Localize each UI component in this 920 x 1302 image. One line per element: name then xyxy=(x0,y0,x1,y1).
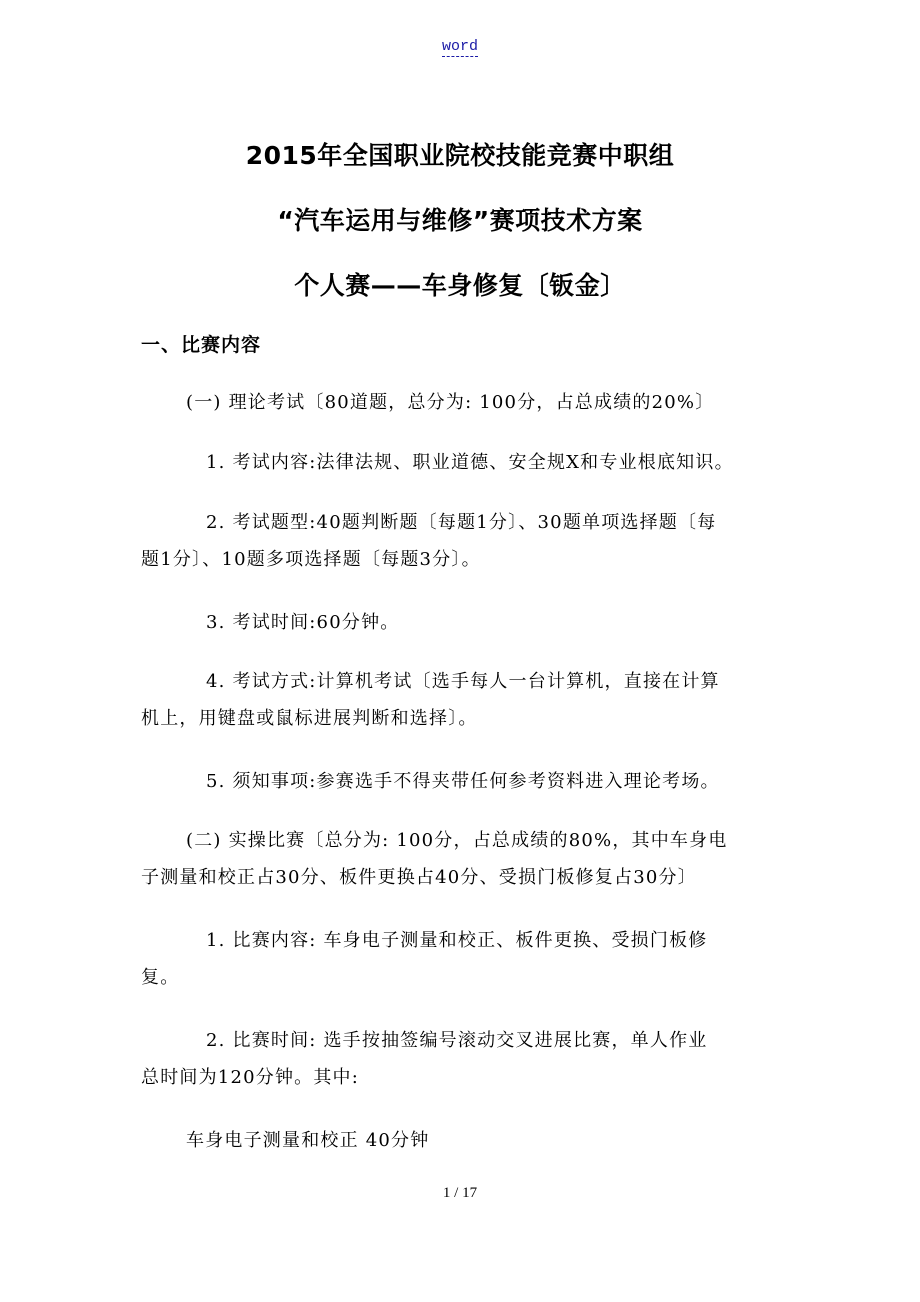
practical-heading-line1: (二) 实操比赛〔总分为: 100分，占总成绩的80%，其中车身电 xyxy=(186,830,728,851)
theory-item-method-line2: 机上，用键盘或鼠标进展判断和选择〕。 xyxy=(141,708,478,729)
practical-heading xyxy=(141,822,781,896)
theory-item-type-line1: 2. 考试题型:40题判断题〔每题1分〕、30题单项选择题〔每 xyxy=(206,512,717,533)
theory-exam-heading-text: (一) 理论考试〔80道题，总分为: 100分，占总成绩的20%〕 xyxy=(186,392,715,413)
theory-item-method-line1: 4. 考试方式:计算机考试〔选手每人一台计算机，直接在计算 xyxy=(206,671,720,692)
practical-item-content-line2: 复。 xyxy=(141,967,180,988)
schedule-line xyxy=(141,1122,781,1159)
theory-item-content xyxy=(141,444,781,481)
practical-item-time xyxy=(141,1022,781,1096)
header-word-link[interactable] xyxy=(0,38,920,55)
theory-item-type-line2: 题1分〕、10题多项选择题〔每题3分〕。 xyxy=(141,549,481,570)
title-line-3: 个人赛——车身修复〔钣金〕 xyxy=(294,271,626,300)
practical-item-content xyxy=(141,922,781,996)
practical-item-time-line1: 2. 比赛时间: 选手按抽签编号滚动交叉进展比赛，单人作业 xyxy=(206,1030,708,1051)
theory-item-type xyxy=(141,504,781,578)
theory-item-time xyxy=(141,604,781,641)
theory-item-notes-text: 5. 须知事项:参赛选手不得夹带任何参考资料进入理论考场。 xyxy=(206,771,720,792)
theory-item-method xyxy=(141,663,781,737)
schedule-line-1: 车身电子测量和校正 40分钟 xyxy=(186,1130,430,1151)
theory-item-time-text: 3. 考试时间:60分钟。 xyxy=(206,612,400,633)
page-indicator: 1 / 17 xyxy=(442,1185,478,1201)
header-link-text[interactable]: word xyxy=(441,38,478,55)
section-heading-contents: 一、比赛内容 xyxy=(141,334,262,356)
theory-item-content-text: 1. 考试内容:法律法规、职业道德、安全规X和专业根底知识。 xyxy=(206,452,734,473)
theory-exam-heading xyxy=(141,384,781,421)
practical-heading-line2: 子测量和校正占30分、板件更换占40分、受损门板修复占30分〕 xyxy=(141,867,697,888)
practical-item-content-line1: 1. 比赛内容: 车身电子测量和校正、板件更换、受损门板修 xyxy=(206,930,708,951)
theory-item-notes xyxy=(141,763,781,800)
practical-item-time-line2: 总时间为120分钟。其中: xyxy=(141,1067,360,1088)
title-line-1: 2015年全国职业院校技能竞赛中职组 xyxy=(245,141,675,170)
title-line-2: “汽车运用与维修”赛项技术方案 xyxy=(277,206,643,235)
